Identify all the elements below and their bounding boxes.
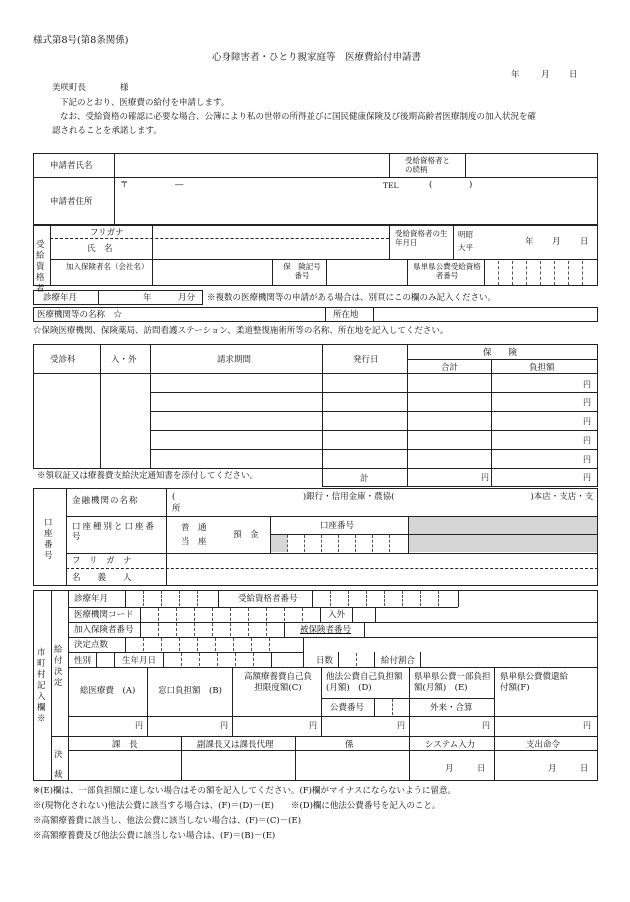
account-type-current: 当 座	[181, 537, 207, 547]
location-label: 所在地	[333, 310, 359, 320]
tel-label: TEL	[383, 181, 399, 190]
yen-other-public: 円	[397, 721, 405, 730]
dept-header: 受診科	[50, 355, 76, 365]
footnote-4: ※高額療養費及び他法公費に該当しない場合は、(F)＝(B)－(E)	[33, 831, 276, 841]
municipal-side-label: 市町村記入欄※	[37, 648, 46, 724]
benefit-decision-label: 給付決定	[54, 645, 63, 688]
applicant-address-field[interactable]	[118, 190, 594, 222]
relation-field[interactable]	[468, 156, 596, 175]
account-number-label: 口座番号	[320, 521, 355, 531]
page-title: 心身障害者・ひとり親家庭等 医療費給付申請書	[212, 52, 422, 63]
institution-name-label: 医療機関等の名称 ☆	[37, 310, 123, 320]
mun-insured-number-label: 被保険者番号	[300, 625, 352, 635]
addressee: 美咲町長 様	[52, 83, 129, 93]
holder-name-field[interactable]	[169, 570, 596, 584]
total-cost-label: 総医療費 (A)	[80, 686, 136, 696]
yen-refund: 円	[583, 721, 591, 730]
payment-order-header: 支出命令	[526, 740, 561, 750]
inout-field[interactable]	[103, 376, 148, 466]
intro-text-3: 認されることを承諾します。	[52, 126, 162, 136]
yen-prefecture-burden: 円	[482, 721, 490, 730]
receipt-note: ※領収証又は療養費支給決定通知書を添付してください。	[37, 471, 259, 481]
applicant-name-field[interactable]	[118, 156, 386, 175]
other-public-label: 他法公費自己負担額(月額) (D)	[326, 672, 403, 693]
insured-name-label: 加入保険者名（会社名）	[66, 262, 149, 271]
furigana-label: フリガナ	[90, 228, 124, 238]
insurance-header: 保 険	[483, 348, 518, 358]
payment-order-day: 日	[580, 764, 589, 774]
mun-decision-points-label: 決定点数	[74, 640, 109, 650]
form-number: 様式第8号(第8条関係)	[33, 35, 129, 46]
issue-date-header: 発行日	[353, 355, 379, 365]
period-header: 請求期間	[217, 355, 252, 365]
tel-open: (	[429, 180, 433, 190]
birth-year-label: 年	[525, 237, 534, 247]
mun-treatment-month-label: 診療年月	[74, 594, 109, 604]
holder-furigana-label: フ リ ガ ナ	[72, 556, 132, 566]
mun-insurer-number-label: 加入保険者番号	[74, 625, 134, 635]
recipient-side-label: 受給資格者	[36, 240, 45, 294]
postal-mark: 〒	[120, 180, 129, 190]
applicant-address-label: 申請者住所	[50, 197, 93, 207]
institution-name-field[interactable]	[150, 308, 322, 321]
prefecture-burden-label: 県単県公費一部負担額(月額) (E)	[414, 672, 491, 693]
date-month-label: 月	[541, 70, 550, 80]
era-taisho-heisei: 大平	[458, 243, 473, 252]
inout-header: 入・外	[111, 355, 137, 365]
burden-header: 負担額	[529, 363, 555, 373]
system-input-month: 月	[445, 764, 454, 774]
payment-order-month: 月	[548, 764, 557, 774]
system-input-header: システム入力	[425, 740, 476, 750]
bank-institution-value: ( )銀行・信用金庫・農協( )本店・支店・支	[172, 492, 594, 502]
yen-row-2: 円	[583, 398, 591, 407]
outpatient-total-label: 外来・合算	[430, 703, 473, 713]
approval-side-label: 決裁	[54, 750, 63, 780]
account-number-field[interactable]	[288, 536, 407, 552]
holder-name-label: 名 義 人	[72, 573, 132, 583]
relation-label: 受給資格者との続柄	[405, 156, 450, 174]
total-header: 合計	[441, 363, 459, 373]
institution-note: ☆保険医療機関、保険薬局、訪問看護ステーション、柔道整復施術所等の名称、所在地を記入してください。	[33, 326, 449, 336]
mun-eligible-number-label: 受給資格者番号	[238, 594, 298, 604]
account-type-label: 口座種別と口座番号	[72, 522, 157, 542]
section-chief-header: 課 長	[112, 740, 138, 750]
date-day-label: 日	[569, 70, 578, 80]
yen-counter-burden: 円	[220, 721, 228, 730]
footnote-2: ※(現物化されない)他法公費に該当する場合は、(F)＝(D)－(E) ※(D)欄に他法公費番号を記入のこと。	[33, 801, 441, 811]
yen-sum-total: 円	[481, 473, 489, 482]
yen-row-4: 円	[583, 436, 591, 445]
deposit-label: 預 金	[233, 530, 259, 540]
period-note: ※複数の医療機関等の申請がある場合は、別頁にこの欄のみ記入ください。	[207, 293, 497, 303]
tel-close: )	[469, 180, 473, 190]
bank-side-label: 口座番号	[44, 518, 53, 561]
mun-birth-date-label: 生年月日	[122, 656, 157, 666]
dept-field[interactable]	[36, 376, 98, 466]
birth-day-label: 日	[580, 237, 589, 247]
yen-row-3: 円	[583, 417, 591, 426]
insurance-number-label: 保 険記号番号	[283, 262, 321, 280]
mun-institution-code-label: 医療機関コード	[74, 610, 134, 620]
refund-label: 県単県公費償還給付額(F)	[500, 672, 569, 693]
date-year-label: 年	[511, 70, 520, 80]
yen-high-cost: 円	[309, 721, 317, 730]
yen-row-1: 円	[583, 380, 591, 389]
treatment-year-label: 年	[143, 293, 152, 303]
high-cost-label: 高額療養費自己負担限度額(C)	[243, 672, 312, 693]
yen-row-5: 円	[583, 455, 591, 464]
account-type-ordinary: 普 通	[181, 523, 207, 533]
birth-month-label: 月	[552, 237, 561, 247]
prefecture-number-label: 県単県公費受給資格者番号	[413, 262, 481, 280]
bank-institution-value-2: 所	[172, 504, 181, 514]
mun-days-label: 日数	[316, 656, 334, 666]
treatment-period-label: 診療年月	[43, 293, 78, 303]
footnote-1: ※(E)欄は、一部負担額に達しない場合はその額を記入してください。(F)欄がマイナスにならないように留意。	[33, 786, 456, 796]
location-field[interactable]	[376, 308, 596, 321]
mun-benefit-ratio-label: 給付割合	[381, 656, 416, 666]
public-number-label: 公費番号	[330, 703, 365, 713]
deputy-header: 副課長又は課長代理	[197, 740, 274, 750]
footnote-3: ※高額療養費に該当し、他法公費に該当しない場合は、(F)＝(C)－(E)	[33, 816, 302, 826]
intro-text-1: 下記のとおり、医療費の給付を申請します。	[60, 98, 230, 108]
postal-dash: ―	[175, 180, 184, 190]
birth-date-label: 受給資格者の生年月日	[395, 229, 448, 247]
bank-institution-label: 金融機関の名称	[72, 496, 139, 506]
staff-header: 係	[345, 740, 354, 750]
mun-inpatient-label: 入外	[328, 610, 346, 620]
intro-text-2: なお、受給資格の確認に必要な場合、公簿により私の世帯の所得並びに国民健康保険及び後期高齢者医療制度の加入状況を確	[60, 112, 537, 122]
era-meiji-showa: 明昭	[458, 230, 473, 239]
mun-gender-label: 性別	[74, 656, 92, 666]
treatment-month-label: 月分	[178, 293, 196, 303]
sum-label: 計	[360, 474, 369, 484]
recipient-name-field[interactable]	[155, 240, 387, 258]
applicant-name-label: 申請者氏名	[50, 161, 93, 171]
recipient-name-label: 氏 名	[87, 244, 113, 254]
counter-burden-label: 窓口負担額 (B)	[158, 686, 222, 696]
yen-total-cost: 円	[135, 721, 143, 730]
yen-sum-burden: 円	[583, 473, 591, 482]
system-input-day: 日	[477, 764, 486, 774]
